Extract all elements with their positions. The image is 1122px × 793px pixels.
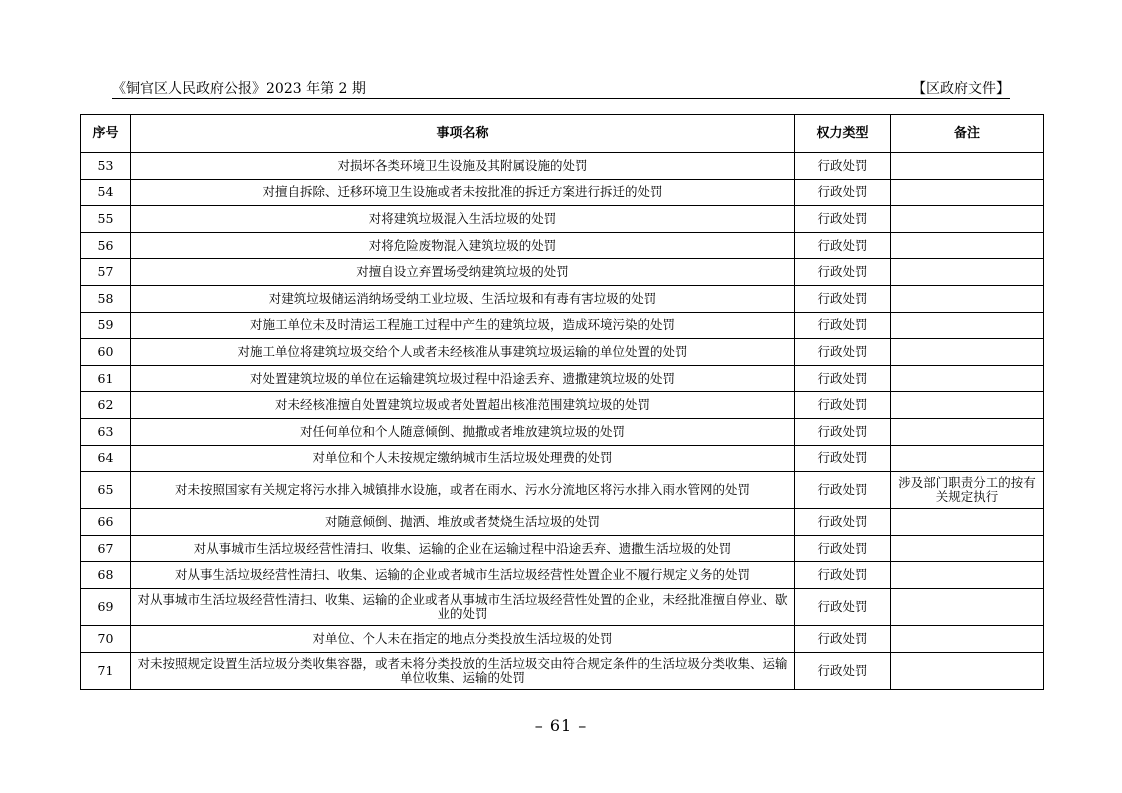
item-name: 对未按照规定设置生活垃圾分类收集容器，或者未将分类投放的生活垃圾交由符合规定条件的生活垃圾分类收集、运输单位收集、运输的处罚 <box>131 652 795 689</box>
remarks <box>891 445 1044 472</box>
row-number: 57 <box>81 259 131 286</box>
row-number: 58 <box>81 285 131 312</box>
table-row <box>81 153 1044 180</box>
remarks <box>891 625 1044 652</box>
item-name: 对未经核准擅自处置建筑垃圾或者处置超出核准范围建筑垃圾的处罚 <box>131 392 795 419</box>
table-row <box>81 625 1044 652</box>
remarks <box>891 562 1044 589</box>
row-number: 70 <box>81 625 131 652</box>
item-name: 对擅自拆除、迁移环境卫生设施或者未按批准的拆迁方案进行拆迁的处罚 <box>131 179 795 206</box>
page-number: – 61 – <box>534 716 588 735</box>
power-type: 行政处罚 <box>795 418 891 445</box>
row-number: 66 <box>81 509 131 536</box>
row-number: 54 <box>81 179 131 206</box>
item-name: 对从事城市生活垃圾经营性清扫、收集、运输的企业在运输过程中沿途丢弃、遗撒生活垃圾的处罚 <box>131 535 795 562</box>
power-type: 行政处罚 <box>795 259 891 286</box>
power-type: 行政处罚 <box>795 652 891 689</box>
remarks <box>891 232 1044 259</box>
power-type: 行政处罚 <box>795 232 891 259</box>
power-type: 行政处罚 <box>795 339 891 366</box>
power-type: 行政处罚 <box>795 285 891 312</box>
table-row <box>81 652 1044 689</box>
item-name: 对将危险废物混入建筑垃圾的处罚 <box>131 232 795 259</box>
power-type: 行政处罚 <box>795 472 891 509</box>
row-number: 69 <box>81 588 131 625</box>
remarks <box>891 285 1044 312</box>
remarks <box>891 339 1044 366</box>
table-row <box>81 562 1044 589</box>
table-row <box>81 509 1044 536</box>
table-row <box>81 472 1044 509</box>
item-name: 对单位、个人未在指定的地点分类投放生活垃圾的处罚 <box>131 625 795 652</box>
item-name: 对建筑垃圾储运消纳场受纳工业垃圾、生活垃圾和有毒有害垃圾的处罚 <box>131 285 795 312</box>
power-type: 行政处罚 <box>795 179 891 206</box>
row-number: 65 <box>81 472 131 509</box>
row-number: 53 <box>81 153 131 180</box>
remarks <box>891 153 1044 180</box>
item-name: 对随意倾倒、抛洒、堆放或者焚烧生活垃圾的处罚 <box>131 509 795 536</box>
power-type: 行政处罚 <box>795 312 891 339</box>
power-type: 行政处罚 <box>795 392 891 419</box>
table-header <box>81 115 1044 153</box>
power-type: 行政处罚 <box>795 365 891 392</box>
row-number: 68 <box>81 562 131 589</box>
remarks <box>891 652 1044 689</box>
table-row <box>81 179 1044 206</box>
remarks <box>891 588 1044 625</box>
power-type: 行政处罚 <box>795 509 891 536</box>
row-number: 61 <box>81 365 131 392</box>
power-type: 行政处罚 <box>795 562 891 589</box>
header-row <box>81 115 1044 153</box>
remarks <box>891 418 1044 445</box>
power-type: 行政处罚 <box>795 588 891 625</box>
remarks <box>891 535 1044 562</box>
table-row <box>81 418 1044 445</box>
row-number: 59 <box>81 312 131 339</box>
page-header <box>112 76 1010 99</box>
row-number: 64 <box>81 445 131 472</box>
table-row <box>81 232 1044 259</box>
remarks <box>891 509 1044 536</box>
item-name: 对损坏各类环境卫生设施及其附属设施的处罚 <box>131 153 795 180</box>
matters-table <box>80 114 1044 690</box>
item-name: 对任何单位和个人随意倾倒、抛撒或者堆放建筑垃圾的处罚 <box>131 418 795 445</box>
item-name: 对未按照国家有关规定将污水排入城镇排水设施，或者在雨水、污水分流地区将污水排入雨水管网的处罚 <box>131 472 795 509</box>
column-header-item-name: 事项名称 <box>131 115 795 153</box>
column-header-remarks: 备注 <box>891 115 1044 153</box>
remarks <box>891 392 1044 419</box>
section-label: 【区政府文件】 <box>912 81 1010 97</box>
table-row <box>81 206 1044 233</box>
remarks <box>891 259 1044 286</box>
table-row <box>81 445 1044 472</box>
item-name: 对将建筑垃圾混入生活垃圾的处罚 <box>131 206 795 233</box>
remarks <box>891 206 1044 233</box>
item-name: 对处置建筑垃圾的单位在运输建筑垃圾过程中沿途丢弃、遗撒建筑垃圾的处罚 <box>131 365 795 392</box>
table-row <box>81 392 1044 419</box>
remarks <box>891 365 1044 392</box>
power-type: 行政处罚 <box>795 445 891 472</box>
table-row <box>81 285 1044 312</box>
table-row <box>81 339 1044 366</box>
row-number: 62 <box>81 392 131 419</box>
table-row <box>81 259 1044 286</box>
column-header-number: 序号 <box>81 115 131 153</box>
table-row <box>81 588 1044 625</box>
table-row <box>81 535 1044 562</box>
row-number: 60 <box>81 339 131 366</box>
publication-title: 《铜官区人民政府公报》2023 年第 2 期 <box>112 81 366 97</box>
power-type: 行政处罚 <box>795 535 891 562</box>
power-type: 行政处罚 <box>795 206 891 233</box>
table-row <box>81 365 1044 392</box>
table-row <box>81 312 1044 339</box>
row-number: 63 <box>81 418 131 445</box>
table-body <box>81 153 1044 690</box>
remarks <box>891 312 1044 339</box>
item-name: 对施工单位未及时清运工程施工过程中产生的建筑垃圾，造成环境污染的处罚 <box>131 312 795 339</box>
power-type: 行政处罚 <box>795 625 891 652</box>
item-name: 对单位和个人未按规定缴纳城市生活垃圾处理费的处罚 <box>131 445 795 472</box>
remarks: 涉及部门职责分工的按有关规定执行 <box>891 472 1044 509</box>
row-number: 71 <box>81 652 131 689</box>
item-name: 对施工单位将建筑垃圾交给个人或者未经核准从事建筑垃圾运输的单位处置的处罚 <box>131 339 795 366</box>
row-number: 55 <box>81 206 131 233</box>
remarks <box>891 179 1044 206</box>
row-number: 67 <box>81 535 131 562</box>
power-type: 行政处罚 <box>795 153 891 180</box>
row-number: 56 <box>81 232 131 259</box>
column-header-power-type: 权力类型 <box>795 115 891 153</box>
item-name: 对从事生活垃圾经营性清扫、收集、运输的企业或者城市生活垃圾经营性处置企业不履行规定义务的处罚 <box>131 562 795 589</box>
item-name: 对擅自设立弃置场受纳建筑垃圾的处罚 <box>131 259 795 286</box>
item-name: 对从事城市生活垃圾经营性清扫、收集、运输的企业或者从事城市生活垃圾经营性处置的企业，未经批准擅自停业、歇业的处罚 <box>131 588 795 625</box>
